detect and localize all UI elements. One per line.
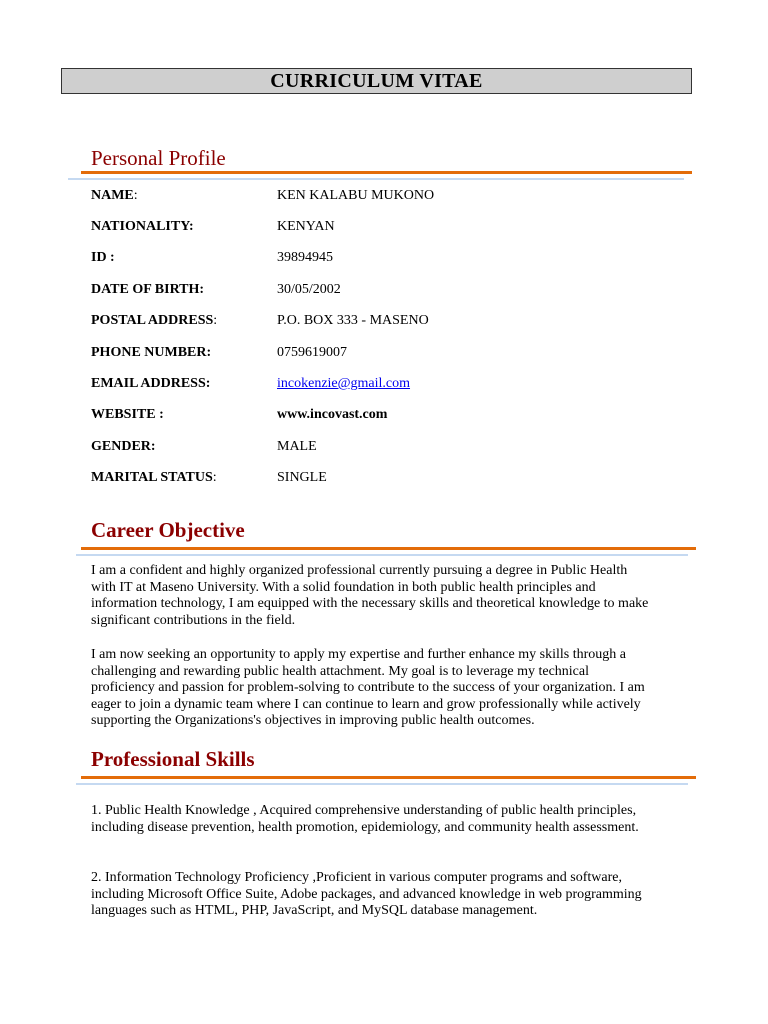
profile-label: PHONE NUMBER: <box>91 345 212 360</box>
personal-profile-rule-accent <box>68 178 684 180</box>
profile-label: POSTAL ADDRESS: <box>91 313 218 328</box>
career-objective-paragraph: I am now seeking an opportunity to apply my expertise and further enhance my skills through a challenging and rewarding public health attachment. My goal is to leverage my technical proficiency and passion for problem-solving to contribute to the success of your organization. I am eager to join a dynamic team where I can continue to learn and grow professionally while actively supporting the Organizations's objectives in improving public health outcomes. <box>91 647 645 729</box>
professional-skills-rule <box>81 776 696 779</box>
profile-label: GENDER: <box>91 439 156 454</box>
profile-row-phone <box>91 345 651 363</box>
profile-row-name <box>91 188 651 206</box>
profile-label: MARITAL STATUS: <box>91 470 217 485</box>
personal-profile-rule <box>81 171 692 174</box>
email-link[interactable]: incokenzie@gmail.com <box>277 376 411 391</box>
profile-row-email <box>91 376 651 394</box>
career-objective-paragraph: I am a confident and highly organized professional currently pursuing a degree in Public Health with IT at Maseno University. With a solid foundation in both public health principles and information technology, I am equipped with the necessary skills and theoretical knowledge to make significant contributions in the field. <box>91 563 649 628</box>
profile-value: SINGLE <box>277 470 327 485</box>
profile-row-id <box>91 250 651 268</box>
website-value: www.incovast.com <box>277 407 388 422</box>
profile-label: NATIONALITY: <box>91 219 194 234</box>
profile-label: NAME: <box>91 188 138 203</box>
profile-row-nationality <box>91 219 651 237</box>
profile-value: KEN KALABU MUKONO <box>277 188 435 203</box>
profile-row-postal-address <box>91 313 651 331</box>
profile-value: KENYAN <box>277 219 335 234</box>
profile-value: P.O. BOX 333 - MASENO <box>277 313 429 328</box>
career-objective-heading: Career Objective <box>91 518 245 542</box>
profile-row-dob <box>91 282 651 300</box>
profile-row-gender <box>91 439 651 457</box>
profile-value: 0759619007 <box>277 345 347 360</box>
profile-value: MALE <box>277 439 317 454</box>
cv-title-box <box>61 68 692 94</box>
skill-item-public-health: 1. Public Health Knowledge , Acquired comprehensive understanding of public health principles, including disease prevention, health promotion, epidemiology, and community health assessment. <box>91 803 639 835</box>
profile-label: DATE OF BIRTH: <box>91 282 205 297</box>
profile-value: 30/05/2002 <box>277 282 341 297</box>
profile-row-website <box>91 407 651 425</box>
professional-skills-heading: Professional Skills <box>91 747 255 771</box>
profile-row-marital-status <box>91 470 651 488</box>
profile-value: 39894945 <box>277 250 333 265</box>
cv-title: CURRICULUM VITAE <box>270 69 483 92</box>
personal-profile-heading: Personal Profile <box>91 146 226 170</box>
profile-label: WEBSITE : <box>91 407 164 422</box>
professional-skills-rule-accent <box>76 783 688 785</box>
career-objective-rule <box>81 547 696 550</box>
profile-label: EMAIL ADDRESS: <box>91 376 211 391</box>
career-objective-rule-accent <box>76 554 688 556</box>
skill-item-it-proficiency: 2. Information Technology Proficiency ,Proficient in various computer programs and software, including Microsoft Office Suite, Adobe packages, and advanced knowledge in web programming languages such as HTML, PHP, JavaScript, and MySQL database management. <box>91 870 642 919</box>
profile-label: ID : <box>91 250 115 265</box>
